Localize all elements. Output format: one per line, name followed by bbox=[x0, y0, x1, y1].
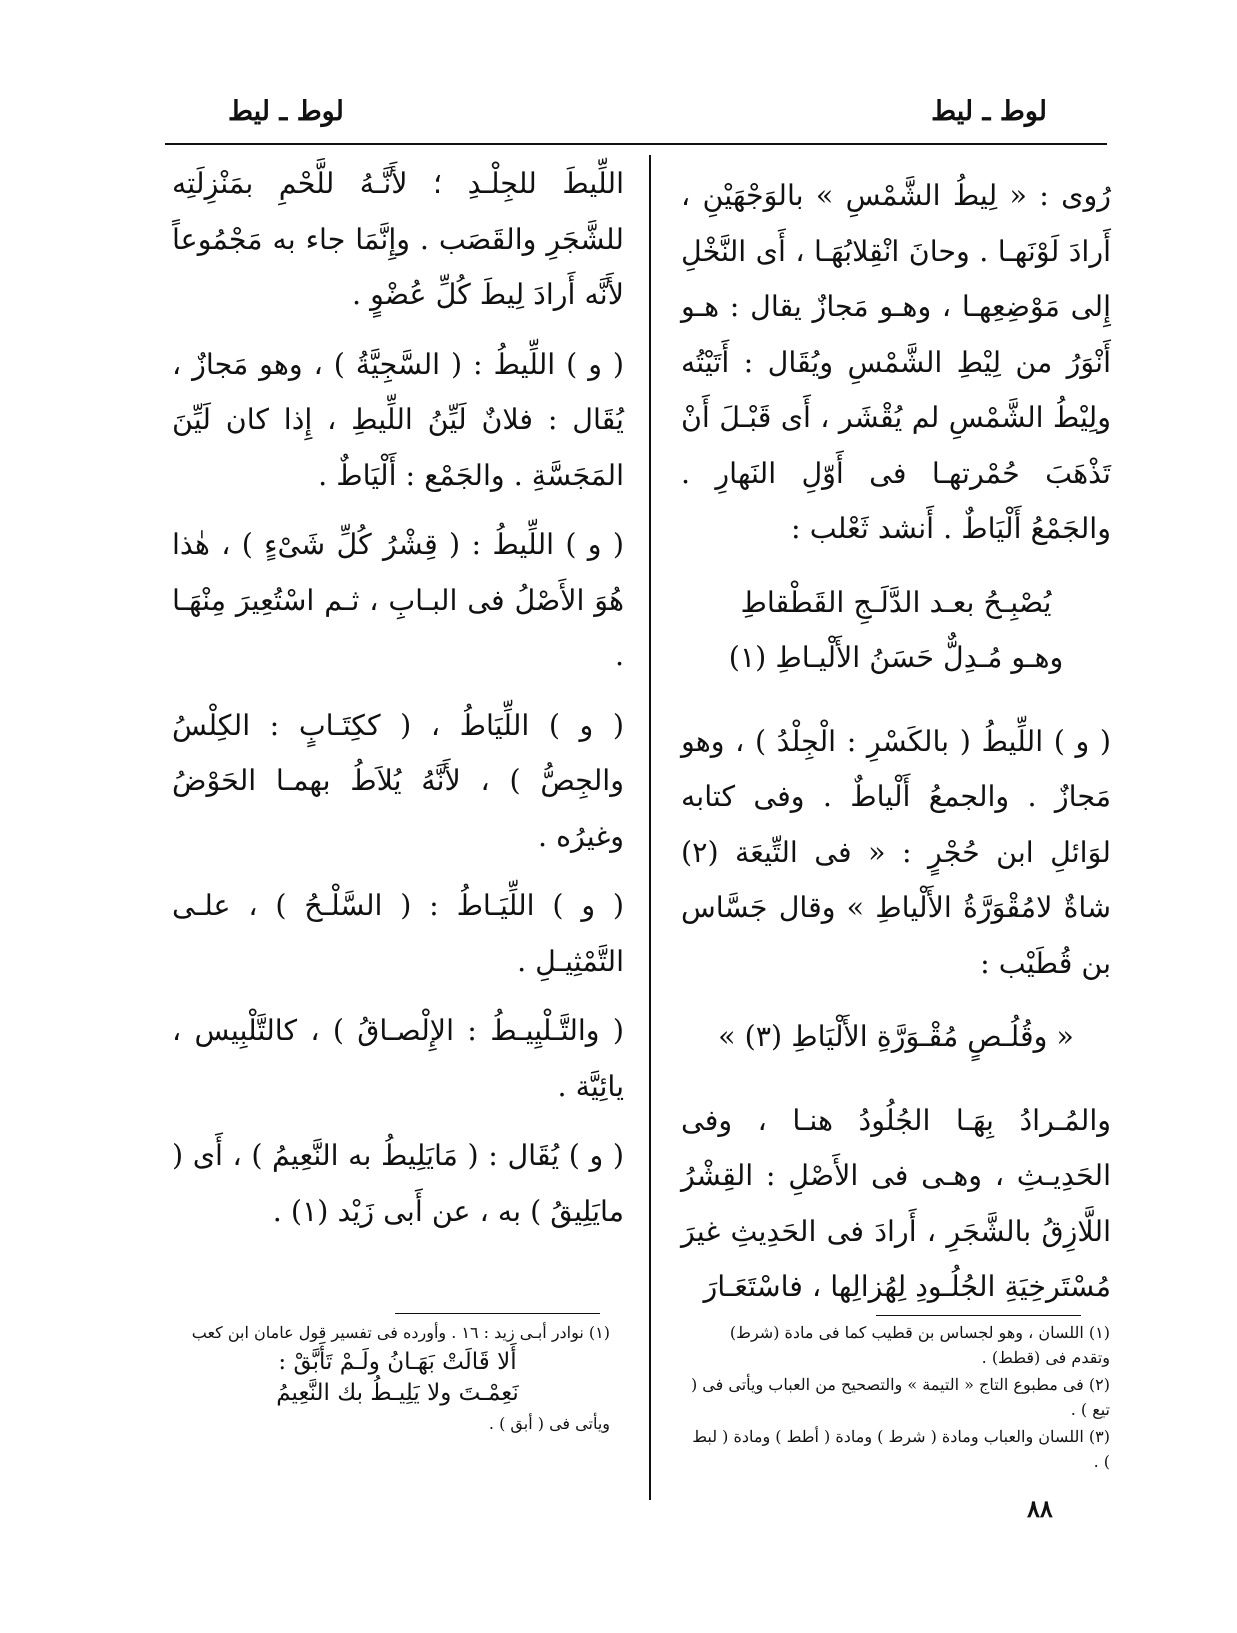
paragraph: ( و ) اللِّيطُ ( بالكَسْرِ : الْجِلْدُ ) ، وهو مَجازٌ . والجمعُ أَلْياطٌ . وفى كتابه لوَائلِ ابن حُجْرٍ : « فى التِّيعَة (٢) شاةٌ لامُقْوَرَّةُ الأَلْياطِ » وقال جَسَّاس بن قُطَيْب : bbox=[681, 724, 1111, 980]
footnote: (١) نوادر أبـى زيد : ١٦ . وأورده فى تفسير قول عامان ابن كعب bbox=[191, 1323, 610, 1342]
footnotes-right bbox=[690, 1320, 1110, 1476]
paragraph: ( و ) اللِّيطُ : ( قِشْرُ كُلِّ شَىْءٍ ) ، هٰذا هُوَ الأَصْلُ فى البـابِ ، ثـم اسْتُعِيرَ مِنْهَـا . bbox=[172, 528, 624, 672]
footnote-rule bbox=[395, 1313, 600, 1314]
footnote-rule bbox=[876, 1315, 1081, 1316]
paragraph: ( و ) اللِّيطُ : ( السَّجِيَّةُ ) ، وهو مَجازٌ ، يُقَال : فلانٌ لَيِّنُ اللِّيطِ ، إِذا كان لَيِّنَ المَجَسَّةِ . والجَمْع : أَلْيَاطٌ . bbox=[172, 347, 624, 492]
page-number: ٨٨ bbox=[1027, 1494, 1053, 1523]
verse-line: أَلا قَالَتْ بَهَـانُ ولَـمْ تَأَبَّقْ : bbox=[278, 1349, 517, 1375]
left-column bbox=[172, 156, 624, 1253]
paragraph: اللِّيطَ للجِلْـدِ ؛ لأَنَّـهُ للَّحْمِ بمَنْزِلَتِه للشَّجَرِ والقَصَب . وإِنَّمَا جاء به مَجْمُوعاً لأَنَّه أَرادَ لِيطَ كُلِّ عُضْوٍ . bbox=[172, 167, 624, 311]
footnote: (٣) اللسان والعباب ومادة ( شرط ) ومادة ( أطط ) ومادة ( لبط ) . bbox=[692, 1427, 1110, 1471]
paragraph: رُوى : « لِيطُ الشَّمْسِ » بالوَجْهَيْنِ ، أَرادَ لَوْنَهـا . وحانَ انْقِلابُهَـا ، أَى النَّخْلِ إِلى مَوْضِعِهـا ، وهـو مَجازٌ يقال : هـو أَنْوَرُ من لِيْطِ الشَّمْسِ ويُقَال : أَتَيْتُه ولِيْطُ الشَّمْسِ لم يُقْشَر ، أَى قَبْـلَ أَنْ تَذْهَبَ حُمْرتهـا فى أَوّلِ النَهارِ . والجَمْعُ أَلْيَاطٌ . أَنشد ثَعْلب : bbox=[681, 179, 1111, 545]
verse-line: يُصْبِـحُ بعـد الدَّلَـجِ القَطْقاطِ bbox=[740, 585, 1052, 619]
verse: « وقُلُـصٍ مُقْـوَرَّةِ الأَلْيَاطِ (٣) » bbox=[718, 1020, 1074, 1053]
footnote-verse bbox=[185, 1347, 610, 1409]
column-divider bbox=[649, 155, 651, 1500]
header-rule bbox=[165, 143, 1107, 145]
verse-line: وهـو مُـدِلٌّ حَسَنُ الأَلْيـاطِ (١) bbox=[728, 641, 1064, 674]
footnote: (٢) فى مطبوع التاج « التيمة » والتصحيح من العباب ويأتى فى ( تيع ) . bbox=[690, 1375, 1110, 1419]
running-header-left: لوط ـ ليط bbox=[228, 96, 344, 127]
footnote: ويأتى فى ( أبق ) . bbox=[488, 1414, 610, 1433]
right-column bbox=[681, 168, 1111, 1329]
paragraph: ( والتَّـلْيِيـطُ : الإِلْصـاقُ ) ، كالتَّلْبِيس ، يائِيَّة . bbox=[172, 1014, 624, 1103]
paragraph: ( و ) اللِّيَاطُ ، ( ككِتَـابٍ : الكِلْسُ والجِصُّ ) ، لأَنَّهُ يُلاَطُ بهمـا الحَوْضُ وغيرُه . bbox=[172, 708, 624, 853]
running-header-right: لوط ـ ليط bbox=[931, 96, 1047, 127]
footnotes-left bbox=[185, 1320, 610, 1438]
footnote: (١) اللسان ، وهو لجساس بن قطيب كما فى مادة (شرط) وتقدم فى (قطط) . bbox=[729, 1323, 1110, 1367]
verse bbox=[681, 575, 1111, 686]
paragraph: ( و ) يُقَال : ( مَايَلِيطُ به النَّعِيمُ ) ، أَى ( مايَلِيقُ ) به ، عن أَبى زَيْد (١) . bbox=[172, 1139, 624, 1228]
verse-line: نَعِمْـتَ ولا يَلِيـطُ بك النَّعِيمُ bbox=[276, 1380, 519, 1406]
paragraph: والمُـرادُ بِهَـا الجُلُودُ هنـا ، وفى الحَدِيـثِ ، وهـى فى الأَصْلِ : القِشْرُ اللَّازِقُ بالشَّجَرِ ، أَرادَ فى الحَدِيثِ غيرَ مُسْتَرخِيَةِ الجُلُـودِ لِهُزالِها ، فاسْتَعَـارَ bbox=[681, 1103, 1111, 1303]
paragraph: ( و ) اللِّيَـاطُ : ( السَّلْـحُ ) ، علـى التَّمْثِيـلِ . bbox=[172, 889, 624, 978]
